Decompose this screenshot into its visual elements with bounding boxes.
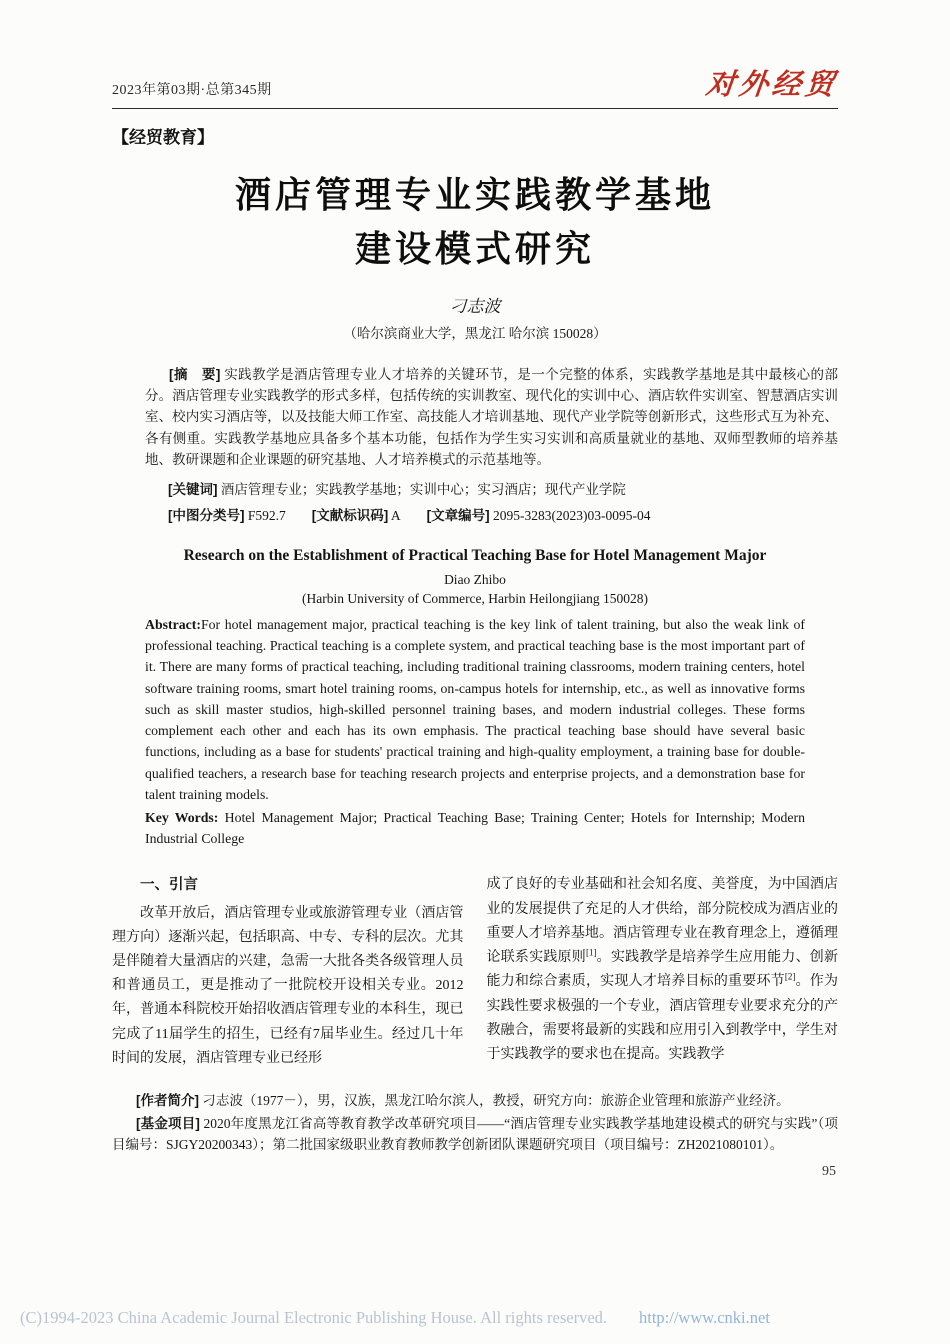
keywords-en	[145, 807, 805, 849]
citation-ref-2: [2]	[784, 971, 796, 982]
paper-title-line1: 酒店管理专业实践教学基地	[234, 175, 715, 215]
funding-label: [基金项目]	[136, 1115, 200, 1131]
clc-label: [中图分类号]	[168, 507, 245, 523]
keywords-cn	[168, 478, 838, 498]
body-columns	[112, 873, 838, 1071]
abstract-text-en: For hotel management major, practical teaching is the key link of talent training, but also the weak link of professional teaching. Practical teaching is a complete system, and practical teaching base is the most important part of it. There are many forms of practical teaching, including traditional training classrooms, modern training centers, hotel software training rooms, smart hotel training rooms, on-campus hotels for internship, etc., as well as innovative forms such as skill master studios, high-skilled personnel training bases, and modern industrial colleges. These forms complement each other and each has its own emphasis. The practical teaching base should have several basic functions, including as a base for students' practical training and high-quality employment, a training base for double-qualified teachers, a research base for teaching research projects and enterprise projects, and a demonstration base for talent training models.	[145, 616, 805, 802]
author-name-cn: 刁志波	[449, 297, 501, 316]
abstract-text-cn: 实践教学是酒店管理专业人才培养的关键环节，是一个完整的体系，实践教学基地是其中最核心的部分。酒店管理专业实践教学的形式多样，包括传统的实训教室、现代化的实训中心、酒店软件实训室、智慧酒店实训室、校内实习酒店等，以及技能大师工作室、高技能人才培训基地、现代产业学院等创新形式，这些形式互为补充、各有侧重。实践教学基地应具备多个基本功能，包括作为学生实习实训和高质量就业的基地、双师型教师的培养基地、教研课题和企业课题的研究基地、人才培养模式的示范基地等。	[145, 367, 839, 467]
paper-title-cn	[112, 168, 838, 276]
footer-bar	[0, 1292, 950, 1344]
article-id-label: [文章编号]	[426, 507, 490, 523]
keywords-label-en: Key Words:	[145, 809, 219, 825]
abstract-label-cn: [摘 要]	[169, 367, 221, 382]
intro-right-text-2: 。实践教学是培养学生应用能力、创新能力和综合素质，实现人才培养目标的重要环节	[486, 950, 839, 990]
abstract-cn	[145, 364, 838, 470]
affiliation-en: (Harbin University of Commerce, Harbin Heilongjiang 150028)	[301, 590, 649, 606]
keywords-text-cn: 酒店管理专业；实践教学基地；实训中心；实习酒店；现代产业学院	[220, 481, 626, 497]
funding-text: 2020年度黑龙江省高等教育教学改革研究项目——“酒店管理专业实践教学基地建设模式的研究与实践”（项目编号：SJGY20200343）；第二批国家级职业教育教师教学创新团队课题研究项目（项目编号：ZH2021080101）。	[112, 1115, 839, 1152]
footnote-author-bio	[112, 1091, 838, 1112]
keywords-text-en: Hotel Management Major; Practical Teaching Base; Training Center; Hotels for Internship; Modern Industrial College	[145, 809, 805, 847]
article-id-value: 2095-3283(2023)03-0095-04	[493, 507, 651, 523]
paper-title-line2: 建设模式研究	[354, 229, 595, 269]
section-badge: 【经贸教育】	[112, 128, 214, 147]
section-heading-intro: 一、引言	[140, 877, 198, 894]
keywords-label-cn: [关键词]	[168, 481, 218, 497]
issue-info: 2023年第03期·总第345期	[112, 83, 272, 98]
paper-title-en: Research on the Establishment of Practical Teaching Base for Hotel Management Major	[183, 546, 767, 564]
footer-url[interactable]: http://www.cnki.net	[639, 1308, 770, 1327]
page-number: 95	[822, 1163, 836, 1179]
footer-copyright: (C)1994-2023 China Academic Journal Electronic Publishing House. All rights reserved.	[20, 1308, 608, 1327]
citation-ref-1: [1]	[585, 947, 597, 958]
intro-paragraph-right	[487, 873, 839, 1067]
intro-right-text-3: 。作为实践性要求极强的一个专业，酒店管理专业要求充分的产教融合，需要将最新的实践和应用引入到教学中，学生对于实践教学的要求也在提高。实践教学	[486, 974, 838, 1062]
intro-paragraph-left: 改革开放后，酒店管理专业或旅游管理专业（酒店管理方向）逐渐兴起，包括职高、中专、专科的层次。尤其是伴随着大量酒店的兴建，急需一大批各类各级管理人员和普通员工，更是推动了一批院校开设相关专业。2012年，普通本科院校开始招收酒店管理专业的本科生，现已完成了11届学生的招生，已经有7届毕业生。经过几十年时间的发展，酒店管理专业已经形	[112, 905, 464, 1066]
doc-code-label: [文献标识码]	[311, 507, 389, 523]
abstract-label-en: Abstract:	[145, 616, 201, 632]
author-bio-label: [作者简介]	[136, 1093, 199, 1109]
journal-logo: 对外经贸	[704, 67, 840, 101]
doc-code-value: A	[390, 507, 401, 523]
right-column	[487, 873, 839, 1071]
clc-value: F592.7	[247, 507, 286, 523]
classification-line	[168, 504, 838, 524]
author-bio-text: 刁志波（1977－），男，汉族，黑龙江哈尔滨人，教授，研究方向：旅游企业管理和旅游产业经济。	[202, 1093, 790, 1109]
english-section	[112, 546, 838, 850]
abstract-en	[145, 614, 805, 805]
intro-right-text-1: 成了良好的专业基础和社会知名度、美誉度，为中国酒店业的发展提供了充足的人才供给，部分院校成为酒店业的重要人才培养基地。酒店管理专业在教育理念上，遵循理论联系实践原则	[486, 877, 838, 966]
author-name-en: Diao Zhibo	[444, 571, 506, 587]
left-column	[112, 873, 464, 1071]
page-header	[112, 67, 840, 109]
footnote-funding	[112, 1114, 838, 1156]
affiliation-cn: （哈尔滨商业大学，黑龙江 哈尔滨 150028）	[343, 326, 607, 341]
footnotes-block	[112, 1091, 838, 1156]
